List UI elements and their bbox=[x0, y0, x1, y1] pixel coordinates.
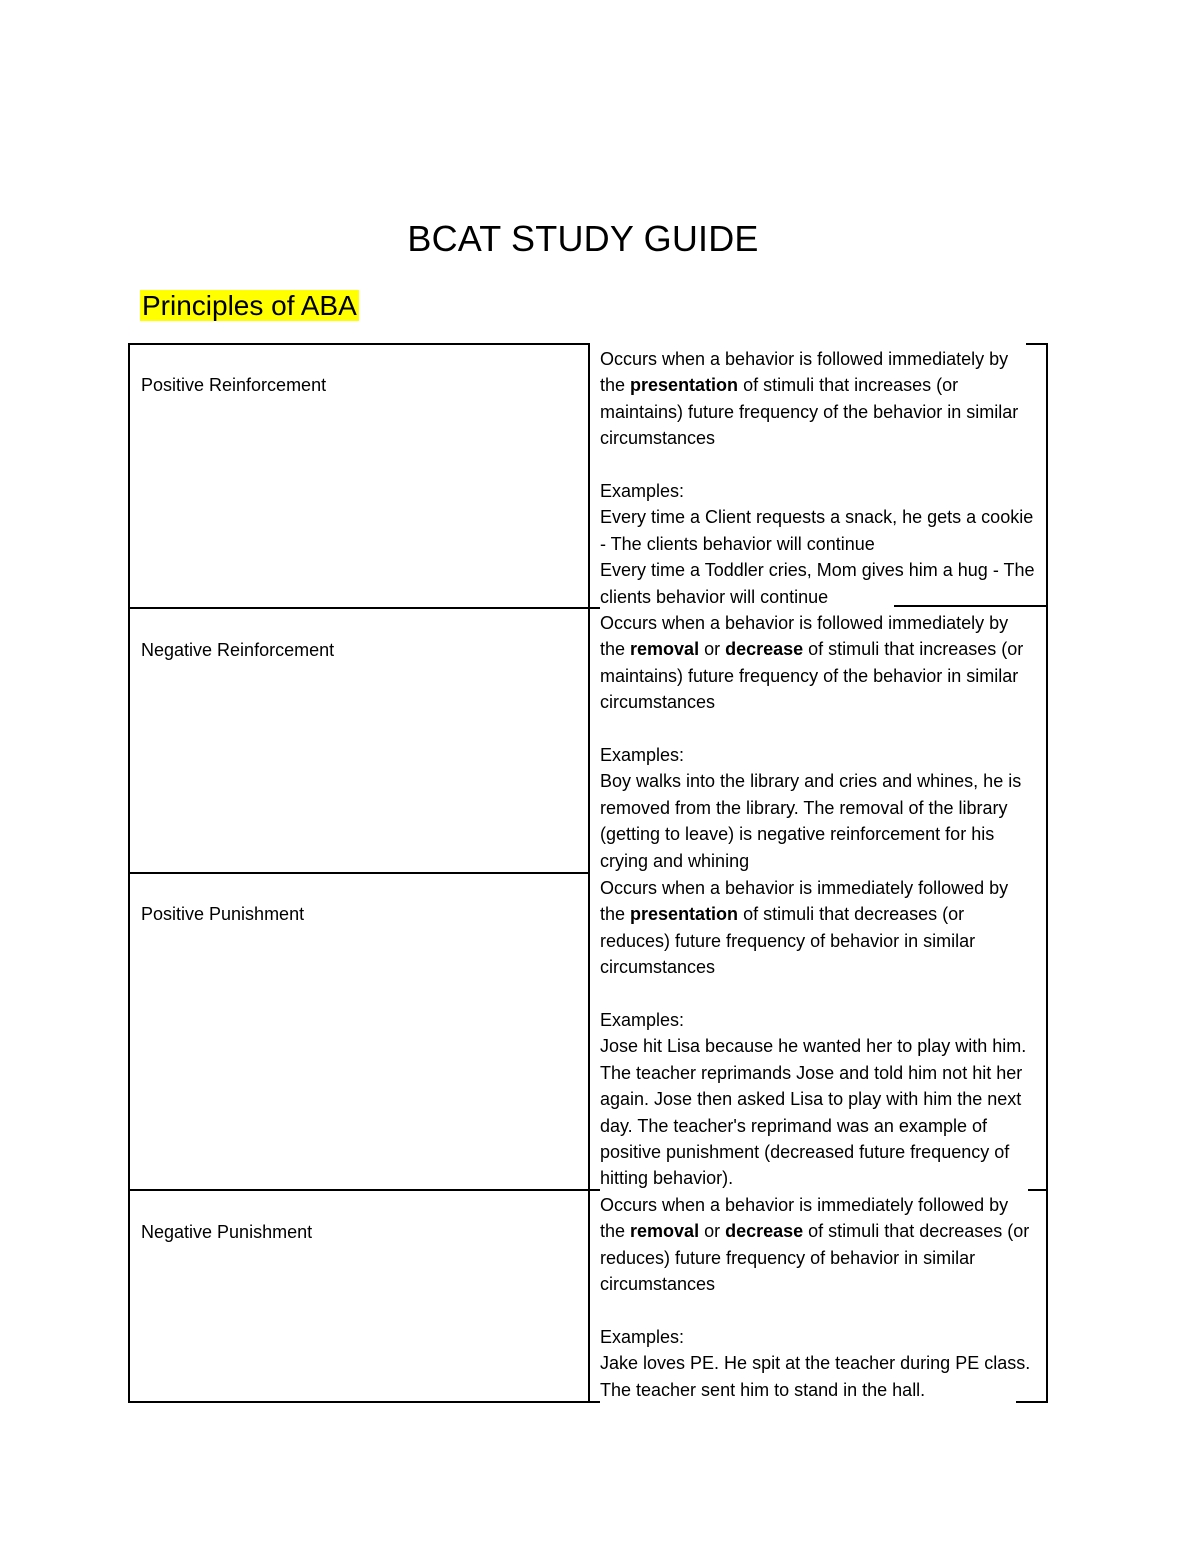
definition-part: Occurs when a behavior is immediately followed by the bbox=[600, 878, 1009, 925]
term-label: Negative Punishment bbox=[141, 1222, 313, 1242]
definition-part: of stimuli that increases (or maintains) future frequency of the behavior in similar circumstances bbox=[600, 639, 1024, 713]
table-rule bbox=[128, 343, 590, 345]
table-rule bbox=[128, 607, 590, 609]
definition-emphasis: presentation bbox=[630, 375, 739, 396]
table-rule bbox=[590, 1401, 600, 1403]
examples-label: Examples: bbox=[600, 1327, 685, 1348]
example-text: Every time a Client requests a snack, he gets a cookie - The clients behavior will continue bbox=[600, 507, 1034, 554]
table-rule bbox=[1026, 343, 1048, 345]
examples-label: Examples: bbox=[600, 1010, 685, 1031]
definition-emphasis: decrease bbox=[725, 1221, 804, 1242]
definition-cell bbox=[600, 875, 1035, 1192]
definition-part: Occurs when a behavior is followed immediately by the bbox=[600, 613, 1009, 660]
definition-part: Occurs when a behavior is followed immediately by the bbox=[600, 349, 1009, 396]
table-rule bbox=[128, 1401, 590, 1403]
definition-part: Occurs when a behavior is immediately followed by the bbox=[600, 1195, 1009, 1242]
definition-part: or bbox=[699, 639, 726, 660]
example-text: Boy walks into the library and cries and whines, he is removed from the library. The removal of the library (getting to leave) is negative reinforcement for his crying and whining bbox=[600, 771, 1022, 871]
definition-part: of stimuli that increases (or maintains) future frequency of the behavior in similar circumstances bbox=[600, 375, 1019, 449]
section-heading-highlight: Principles of ABA bbox=[142, 290, 357, 321]
definition-text bbox=[600, 610, 1035, 716]
table-rule bbox=[128, 1189, 590, 1191]
term-label: Positive Reinforcement bbox=[141, 375, 327, 395]
definition-text bbox=[600, 875, 1035, 981]
table-rule bbox=[588, 343, 590, 1403]
definition-emphasis: decrease bbox=[725, 639, 804, 660]
table-rule bbox=[128, 343, 130, 1403]
definition-cell bbox=[600, 610, 1035, 874]
definition-cell bbox=[600, 346, 1035, 610]
table-rule bbox=[590, 607, 600, 609]
definition-part: of stimuli that decreases (or reduces) future frequency of behavior in similar circumstances bbox=[600, 1221, 1030, 1295]
example-text: Jose hit Lisa because he wanted her to play with him. The teacher reprimands Jose and told him not hit her again. Jose then asked Lisa to play with him the next day. The teacher's reprimand was an example of positive punishment (decreased future frequency of hitting behavior). bbox=[600, 1036, 1027, 1189]
examples-label: Examples: bbox=[600, 745, 685, 766]
page-title: BCAT STUDY GUIDE bbox=[407, 218, 759, 259]
table-rule bbox=[1046, 343, 1048, 1403]
definition-part: of stimuli that decreases (or reduces) future frequency of behavior in similar circumstances bbox=[600, 904, 976, 978]
table-rule bbox=[128, 872, 590, 874]
definition-text bbox=[600, 1192, 1035, 1298]
term-label: Positive Punishment bbox=[141, 904, 305, 924]
definition-emphasis: removal bbox=[630, 639, 700, 660]
definition-text bbox=[600, 346, 1035, 452]
term-label: Negative Reinforcement bbox=[141, 640, 335, 660]
examples-label: Examples: bbox=[600, 481, 685, 502]
definition-emphasis: presentation bbox=[630, 904, 739, 925]
table-rule bbox=[590, 1189, 600, 1191]
example-text: Jake loves PE. He spit at the teacher during PE class. The teacher sent him to stand in the hall. bbox=[600, 1353, 1031, 1400]
definition-part: or bbox=[699, 1221, 726, 1242]
definition-emphasis: removal bbox=[630, 1221, 700, 1242]
example-text: Every time a Toddler cries, Mom gives him a hug - The clients behavior will continue bbox=[600, 560, 1035, 607]
definition-cell bbox=[600, 1192, 1035, 1403]
